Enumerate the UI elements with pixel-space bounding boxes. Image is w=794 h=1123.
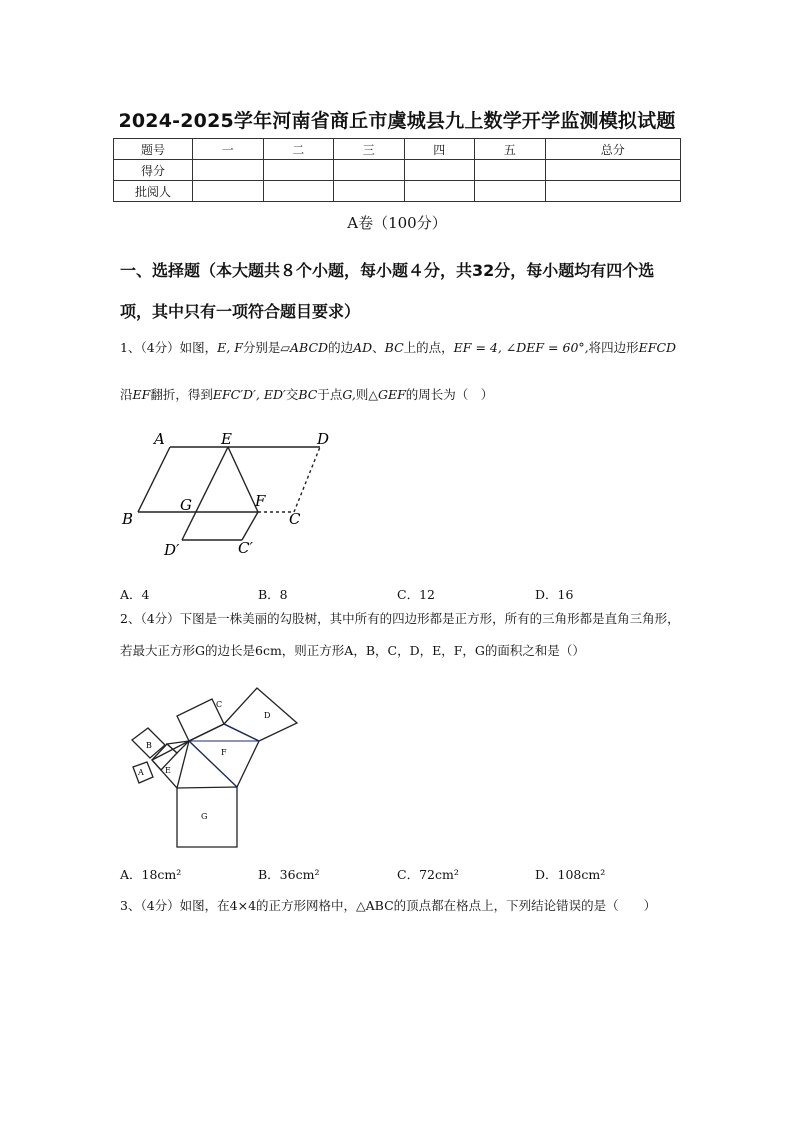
math-run: E, F [217,340,243,355]
label-c: C [289,510,301,528]
table-cell [404,181,475,202]
text-run: 1、（4分）如图， [120,340,218,355]
text-run: 上的点， [403,340,454,355]
math-run: BC [384,340,404,355]
table-row [114,181,681,202]
table-cell: 得分 [114,160,193,181]
question-1-text [120,324,680,418]
math-run: AD [353,340,373,355]
label-a: A [154,430,165,448]
section-a-heading: A卷（100分） [347,214,447,232]
table-cell [263,181,334,202]
table-cell [475,181,546,202]
math-run: BC [298,387,318,402]
table-cell: 总分 [545,139,681,160]
label-f: F [255,492,266,510]
table-row [114,160,681,181]
table-cell: 五 [475,139,546,160]
text-run: 、 [372,340,385,355]
table-cell: 三 [334,139,405,160]
math-run: G, [342,387,356,402]
label-square-c: C [216,700,223,709]
text-run: 翻折，得到 [150,387,213,402]
q2-pythagoras-tree-figure [125,685,305,850]
text-run: 将四边形 [588,340,639,355]
q2-option-c[interactable]: C．72cm² [397,867,459,882]
math-run: EFC′D′, ED′ [212,387,286,402]
q2-option-a[interactable]: A．18cm² [120,867,182,882]
label-square-b: B [146,741,152,750]
table-cell [545,160,681,181]
table-cell: 四 [404,139,475,160]
q1-option-c[interactable]: C．12 [397,587,435,602]
table-cell [404,160,475,181]
math-run: EFCD [638,340,677,355]
table-cell: 批阅人 [114,181,193,202]
text-run: 的周长为（ ） [405,387,494,402]
text-run: 分别是 [242,340,281,355]
label-square-g: G [201,812,208,821]
text-run: 的边 [328,340,354,355]
table-cell [193,181,264,202]
question-3-text: 3、（4分）如图，在4×4的正方形网格中，△ABC的顶点都在格点上，下列结论错误的是（ ） [120,898,657,913]
score-table [113,138,681,202]
q1-option-b[interactable]: B．8 [258,587,288,602]
table-cell [193,160,264,181]
text-run: 则△ [355,387,378,402]
text-run: 交 [285,387,299,402]
q2-option-d[interactable]: D．108cm² [535,867,606,882]
question-2-text: 2、（4分）下图是一株美丽的勾股树，其中所有的四边形都是正方形，所有的三角形都是直角三角形，若最大正方形G的边长是6cm，则正方形A，B，C，D，E，F，G的面积之和是（） [120,611,680,658]
table-cell: 题号 [114,139,193,160]
label-square-a: A [138,768,144,777]
text-run: 于点 [317,387,343,402]
label-e: E [221,430,232,448]
text-run: 沿 [120,387,133,402]
table-cell [475,160,546,181]
label-d: D [317,430,330,448]
label-square-f: F [221,748,227,757]
label-c-prime: C′ [238,539,253,557]
table-cell [334,160,405,181]
math-run: GEF [378,387,406,402]
table-cell [545,181,681,202]
score-table-header [114,139,681,160]
document-title: 2024-2025学年河南省商丘市虞城县九上数学开学监测模拟试题 [118,110,676,132]
table-cell: 一 [193,139,264,160]
q2-option-b[interactable]: B．36cm² [258,867,320,882]
table-cell [334,181,405,202]
q1-option-a[interactable]: A．4 [120,587,150,602]
label-b: B [122,510,134,528]
math-run: EF [132,387,151,402]
label-square-e: E [165,766,171,775]
q1-parallelogram-figure [118,428,348,563]
label-square-d: D [264,711,271,720]
label-d-prime: D′ [164,541,180,559]
math-run: EF = 4, ∠DEF = 60°, [453,340,589,355]
section-1-heading: 一、选择题（本大题共８个小题，每小题４分，共32分，每小题均有四个选项，其中只有一项符合题目要求） [120,261,655,321]
table-cell: 二 [263,139,334,160]
math-run: ▱ABCD [280,340,329,355]
table-cell [263,160,334,181]
label-g: G [180,496,192,514]
q1-option-d[interactable]: D．16 [535,587,574,602]
